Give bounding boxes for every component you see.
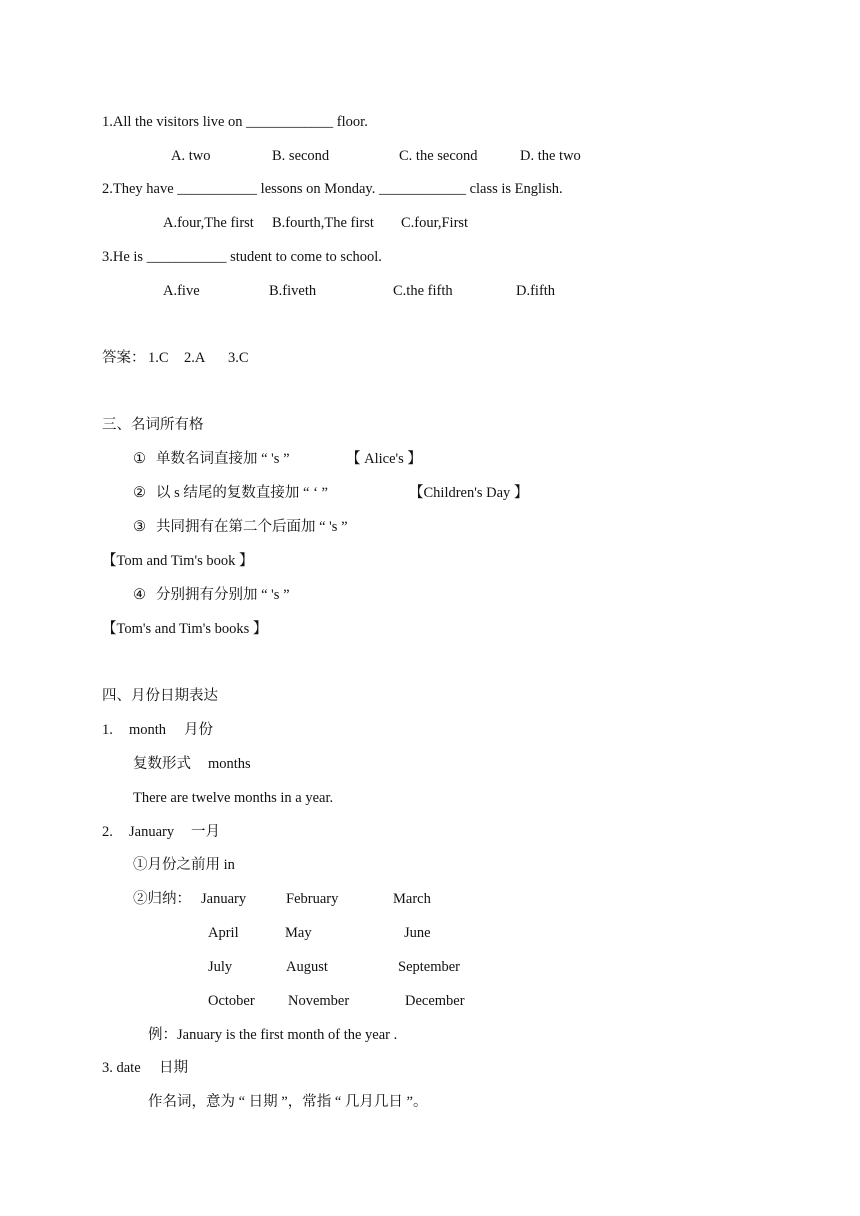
rule-2-marker: ② [133, 485, 146, 501]
answers-label: 答案： [102, 350, 146, 366]
rule-3-text: 共同拥有在第二个后面加 “ 's ” [156, 519, 348, 535]
rule-1-text: 单数名词直接加 “ 's ” [156, 451, 290, 467]
rule-4-example: 【Tom's and Tim's books 】 [102, 621, 268, 637]
item-2-meaning: 一月 [191, 824, 220, 840]
month-name: September [398, 959, 461, 975]
item-1-meaning: 月份 [184, 722, 213, 738]
summary-label: ②归纳： [133, 891, 191, 907]
date-usage-note: 作名词，意为 “ 日期 ”，常指 “ 几月几日 ”。 [148, 1094, 428, 1110]
note-month-in: ①月份之前用 in [133, 857, 235, 873]
answer-3: 3.C [228, 350, 249, 366]
month-name: July [208, 959, 233, 975]
rule-2-example: 【Children's Day 】 [409, 485, 529, 501]
rule-2-text: 以 s 结尾的复数直接加 “ ‘ ” [156, 485, 328, 501]
section-3-heading: 三、名词所有格 [102, 417, 204, 433]
question-1-stem: 1.All the visitors live on ____________ floor. [102, 114, 368, 130]
question-3-stem: 3.He is ___________ student to come to school. [102, 249, 382, 265]
rule-1-example: 【 Alice's 】 [346, 451, 422, 467]
q3-option-d: D.fifth [516, 283, 556, 299]
rule-4-marker: ④ [133, 587, 146, 603]
example-sentence-january: 例：January is the first month of the year . [148, 1027, 398, 1043]
plural-form: months [208, 756, 251, 772]
q1-option-b: B. second [272, 148, 330, 164]
item-1-number: 1. [102, 722, 113, 738]
month-name: November [288, 993, 350, 1009]
month-name: October [208, 993, 255, 1009]
month-name: August [286, 959, 328, 975]
section-4-heading: 四、月份日期表达 [102, 688, 218, 704]
item-3-heading: 3. date [102, 1060, 141, 1076]
q1-option-a: A. two [171, 148, 211, 164]
item-2-number: 2. [102, 824, 113, 840]
item-1-word: month [129, 722, 167, 738]
plural-label: 复数形式 [133, 756, 191, 772]
question-2-stem: 2.They have ___________ lessons on Monday. ____________ class is English. [102, 181, 563, 197]
answer-2: 2.A [184, 350, 206, 366]
q2-option-c: C.four,First [401, 215, 469, 231]
q1-option-d: D. the two [520, 148, 581, 164]
q1-option-c: C. the second [399, 148, 478, 164]
q3-option-a: A.five [163, 283, 200, 299]
month-name: March [393, 891, 431, 907]
rule-3-marker: ③ [133, 519, 146, 535]
answer-1: 1.C [148, 350, 169, 366]
month-name: June [404, 925, 431, 941]
q3-option-b: B.fiveth [269, 283, 317, 299]
rule-1-marker: ① [133, 451, 146, 467]
rule-4-text: 分别拥有分别加 “ 's ” [156, 587, 290, 603]
rule-3-example: 【Tom and Tim's book 】 [102, 553, 254, 569]
month-name: February [286, 891, 339, 907]
month-name: January [201, 891, 247, 907]
month-name: April [208, 925, 239, 941]
q3-option-c: C.the fifth [393, 283, 453, 299]
q2-option-b: B.fourth,The first [272, 215, 374, 231]
q2-option-a: A.four,The first [163, 215, 254, 231]
example-sentence-months: There are twelve months in a year. [133, 790, 334, 806]
item-3-meaning: 日期 [159, 1060, 188, 1076]
item-2-word: January [129, 824, 175, 840]
month-name: May [285, 925, 312, 941]
month-name: December [405, 993, 465, 1009]
